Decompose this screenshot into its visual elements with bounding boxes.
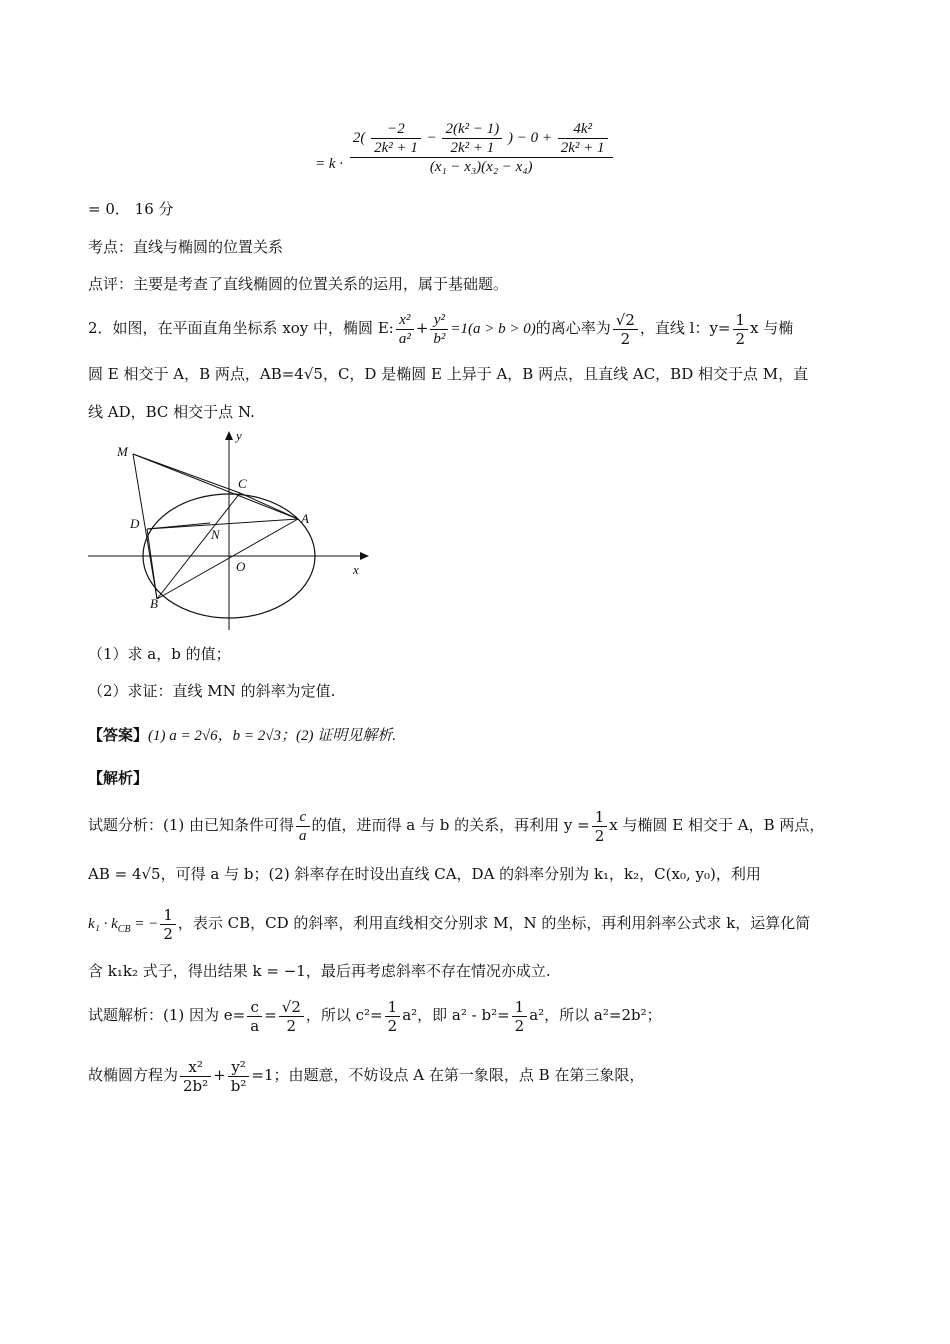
line-ab [157,519,298,599]
question-1: （1）求 a，b 的值； [88,645,231,663]
formula-t1-num: −2 [371,120,421,139]
analysis-line-6: 故椭圆方程为 $\frac{\text{x²}}{\text{2b²}}$ + $\frac{\text{y²}}{\text{b²}}$ =1；由题意，不妨设点 A 在第一象限，点 B 在第三象限， [88,1057,645,1095]
formula-main-fraction [350,120,613,176]
label-x: x [353,562,359,577]
formula-denominator: (x₁ − x₃)(x₂ − x₄) [429,159,533,175]
formula-t1-den: 2k² + 1 [374,140,418,156]
formula-block [315,120,615,176]
question-2: （2）求证：直线 MN 的斜率为定值. [88,682,336,700]
answer-text: (1) a = 2√6，b = 2√3；(2) 证明见解析. [148,728,396,744]
label-d: D [130,516,140,531]
analysis-line-4: 含 k₁k₂ 式子，得出结果 k = −1，最后再考虑斜率不存在情况亦成立. [88,962,551,980]
line-dn [147,523,210,529]
formula-minus: − [426,129,437,146]
formula-t3-den: 2k² + 1 [560,140,605,156]
formula-middle: ) − 0 + [508,129,552,146]
label-c: C [238,476,247,491]
formula-t2-den: 2k² + 1 [450,140,495,156]
line-mc [133,454,240,493]
analysis-line-3: $k_1 \cdot k_{CB}$ = − $\frac{1}{2}$ ，表示 CB，CD 的斜率，利用直线相交分别求 M，N 的坐标，再利用斜率公式求 k，运算化简 [88,905,811,943]
dianping-line: 点评：主要是考查了直线椭圆的位置关系的运用，属于基础题。 [88,275,509,293]
analysis-line-1: 试题分析：(1) 由已知条件可得 $\frac{c}{a}$ 的值，进而得 a 与 b 的关系，再利用 y = $\frac{1}{2}$ x 与椭圆 E 相交于 A，B 两点， [88,807,825,845]
result-line: = 0． 16 分 [88,200,174,218]
formula-t3-num: 4k² [558,120,608,139]
label-o: O [236,559,246,574]
line-cb [157,493,240,599]
label-a: A [301,511,309,526]
problem-line-3: 线 AD，BC 相交于点 N. [88,403,255,421]
y-axis-arrow [225,431,233,440]
line-ca [240,493,298,519]
problem-line-2: 圆 E 相交于 A，B 两点，AB=4√5，C，D 是椭圆 E 上异于 A，B 两点，且直线 AC，BD 相交于点 M，直 [88,365,809,383]
label-m: M [117,444,128,459]
label-y: y [236,428,242,443]
line-db [147,529,157,599]
formula-t2-num: 2(k² − 1) [442,120,502,139]
x-axis-arrow [360,552,369,560]
ellipse-figure [85,428,375,633]
line-ma [133,454,298,519]
analysis-line-5: 试题解析：(1) 因为 e= $\frac{c}{a}$ = $\frac{√2}{2}$ ，所以 c²= $\frac{1}{2}$ a²，即 a² - b²= $\frac{1}{2}$ a²，所以 a²=2b²； [88,997,662,1035]
answer-line [88,725,396,746]
analysis-tag: 【解析】 [88,769,149,787]
formula-prefix: = k · [315,156,344,172]
answer-tag: 【答案】 [88,726,149,744]
label-b: B [150,596,158,611]
problem-line-1: 2．如图，在平面直角坐标系 xoy 中，椭圆 E: $\frac{\text{x²}}{\text{a²}}$ + $\frac{\text{y²}}{\text{b²}}$ =1(a > b > 0)的离心率为 $\frac{√2}{2}$ ，直线 l：y= $\frac{1}{2}$ x 与椭 [88,310,794,348]
kaodian-line: 考点：直线与椭圆的位置关系 [88,238,284,256]
line-da [147,519,298,529]
formula-head: 2( [352,129,366,146]
label-n: N [211,527,220,542]
analysis-line-2: AB = 4√5，可得 a 与 b；(2) 斜率存在时设出直线 CA，DA 的斜率分别为 k₁，k₂，C(x₀, y₀)，利用 [88,865,761,883]
